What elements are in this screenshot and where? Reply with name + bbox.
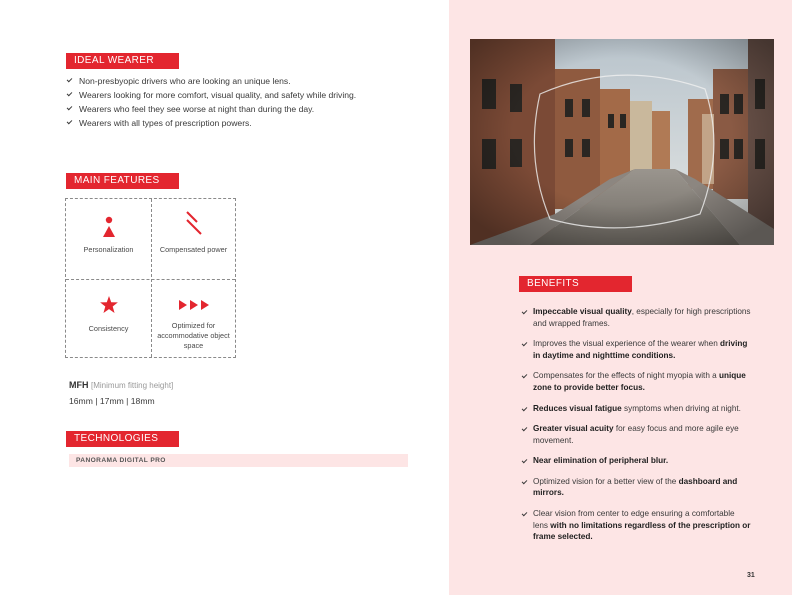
page-number: 31: [747, 572, 755, 579]
street-photo: [470, 39, 774, 245]
check-icon: [522, 458, 528, 464]
check-icon: [522, 426, 528, 432]
check-icon: [522, 405, 528, 411]
check-icon: [522, 341, 528, 347]
check-icon: [522, 373, 528, 379]
list-item: Non-presbyopic drivers who are looking an unique lens.: [66, 74, 426, 88]
feature-personalization: Personalization: [66, 199, 151, 279]
feature-accommodative: Optimized for accommodative object space: [151, 279, 236, 359]
ideal-wearer-list: [66, 74, 426, 130]
check-icon: [522, 478, 528, 484]
person-icon: [66, 215, 151, 239]
ideal-wearer-heading: IDEAL WEARER: [66, 53, 179, 69]
technology-item: PANORAMA DIGITAL PRO: [69, 454, 408, 467]
features-grid: [65, 198, 236, 358]
benefits-heading: BENEFITS: [519, 276, 632, 292]
technologies-heading: TECHNOLOGIES: [66, 431, 179, 447]
check-icon: [67, 119, 73, 125]
list-item: Reduces visual fatigue symptoms when driving at night.: [521, 403, 751, 415]
list-item: Impeccable visual quality, especially for high prescriptions and wrapped frames.: [521, 306, 751, 330]
check-icon: [67, 91, 73, 97]
check-icon: [67, 105, 73, 111]
list-item: Compensates for the effects of night myopia with a unique zone to provide better focus.: [521, 370, 751, 394]
list-item: Wearers looking for more comfort, visual quality, and safety while driving.: [66, 88, 426, 102]
mfh-label: MFH [Minimum fitting height]: [69, 380, 174, 390]
mfh-sizes: 16mm | 17mm | 18mm: [69, 396, 155, 406]
list-item: Greater visual acuity for easy focus and more agile eye movement.: [521, 423, 751, 447]
star-icon: [66, 296, 151, 313]
list-item: Clear vision from center to edge ensuring a comfortable lens with no limitations regardless of the prescription or frame selected.: [521, 508, 751, 543]
list-item: Wearers who feel they see worse at night than during the day.: [66, 102, 426, 116]
feature-compensated-power: Compensated power: [151, 199, 236, 279]
benefits-list: [521, 306, 751, 552]
compensated-power-icon: [151, 210, 236, 236]
main-features-heading: MAIN FEATURES: [66, 173, 179, 189]
list-item: Near elimination of peripheral blur.: [521, 455, 751, 467]
check-icon: [522, 309, 528, 315]
list-item: Improves the visual experience of the wearer when driving in daytime and nighttime conditions.: [521, 338, 751, 362]
triple-arrow-icon: [151, 300, 236, 310]
check-icon: [522, 510, 528, 516]
feature-consistency: Consistency: [66, 279, 151, 359]
list-item: Wearers with all types of prescription powers.: [66, 116, 426, 130]
check-icon: [67, 77, 73, 83]
list-item: Optimized vision for a better view of the dashboard and mirrors.: [521, 476, 751, 500]
